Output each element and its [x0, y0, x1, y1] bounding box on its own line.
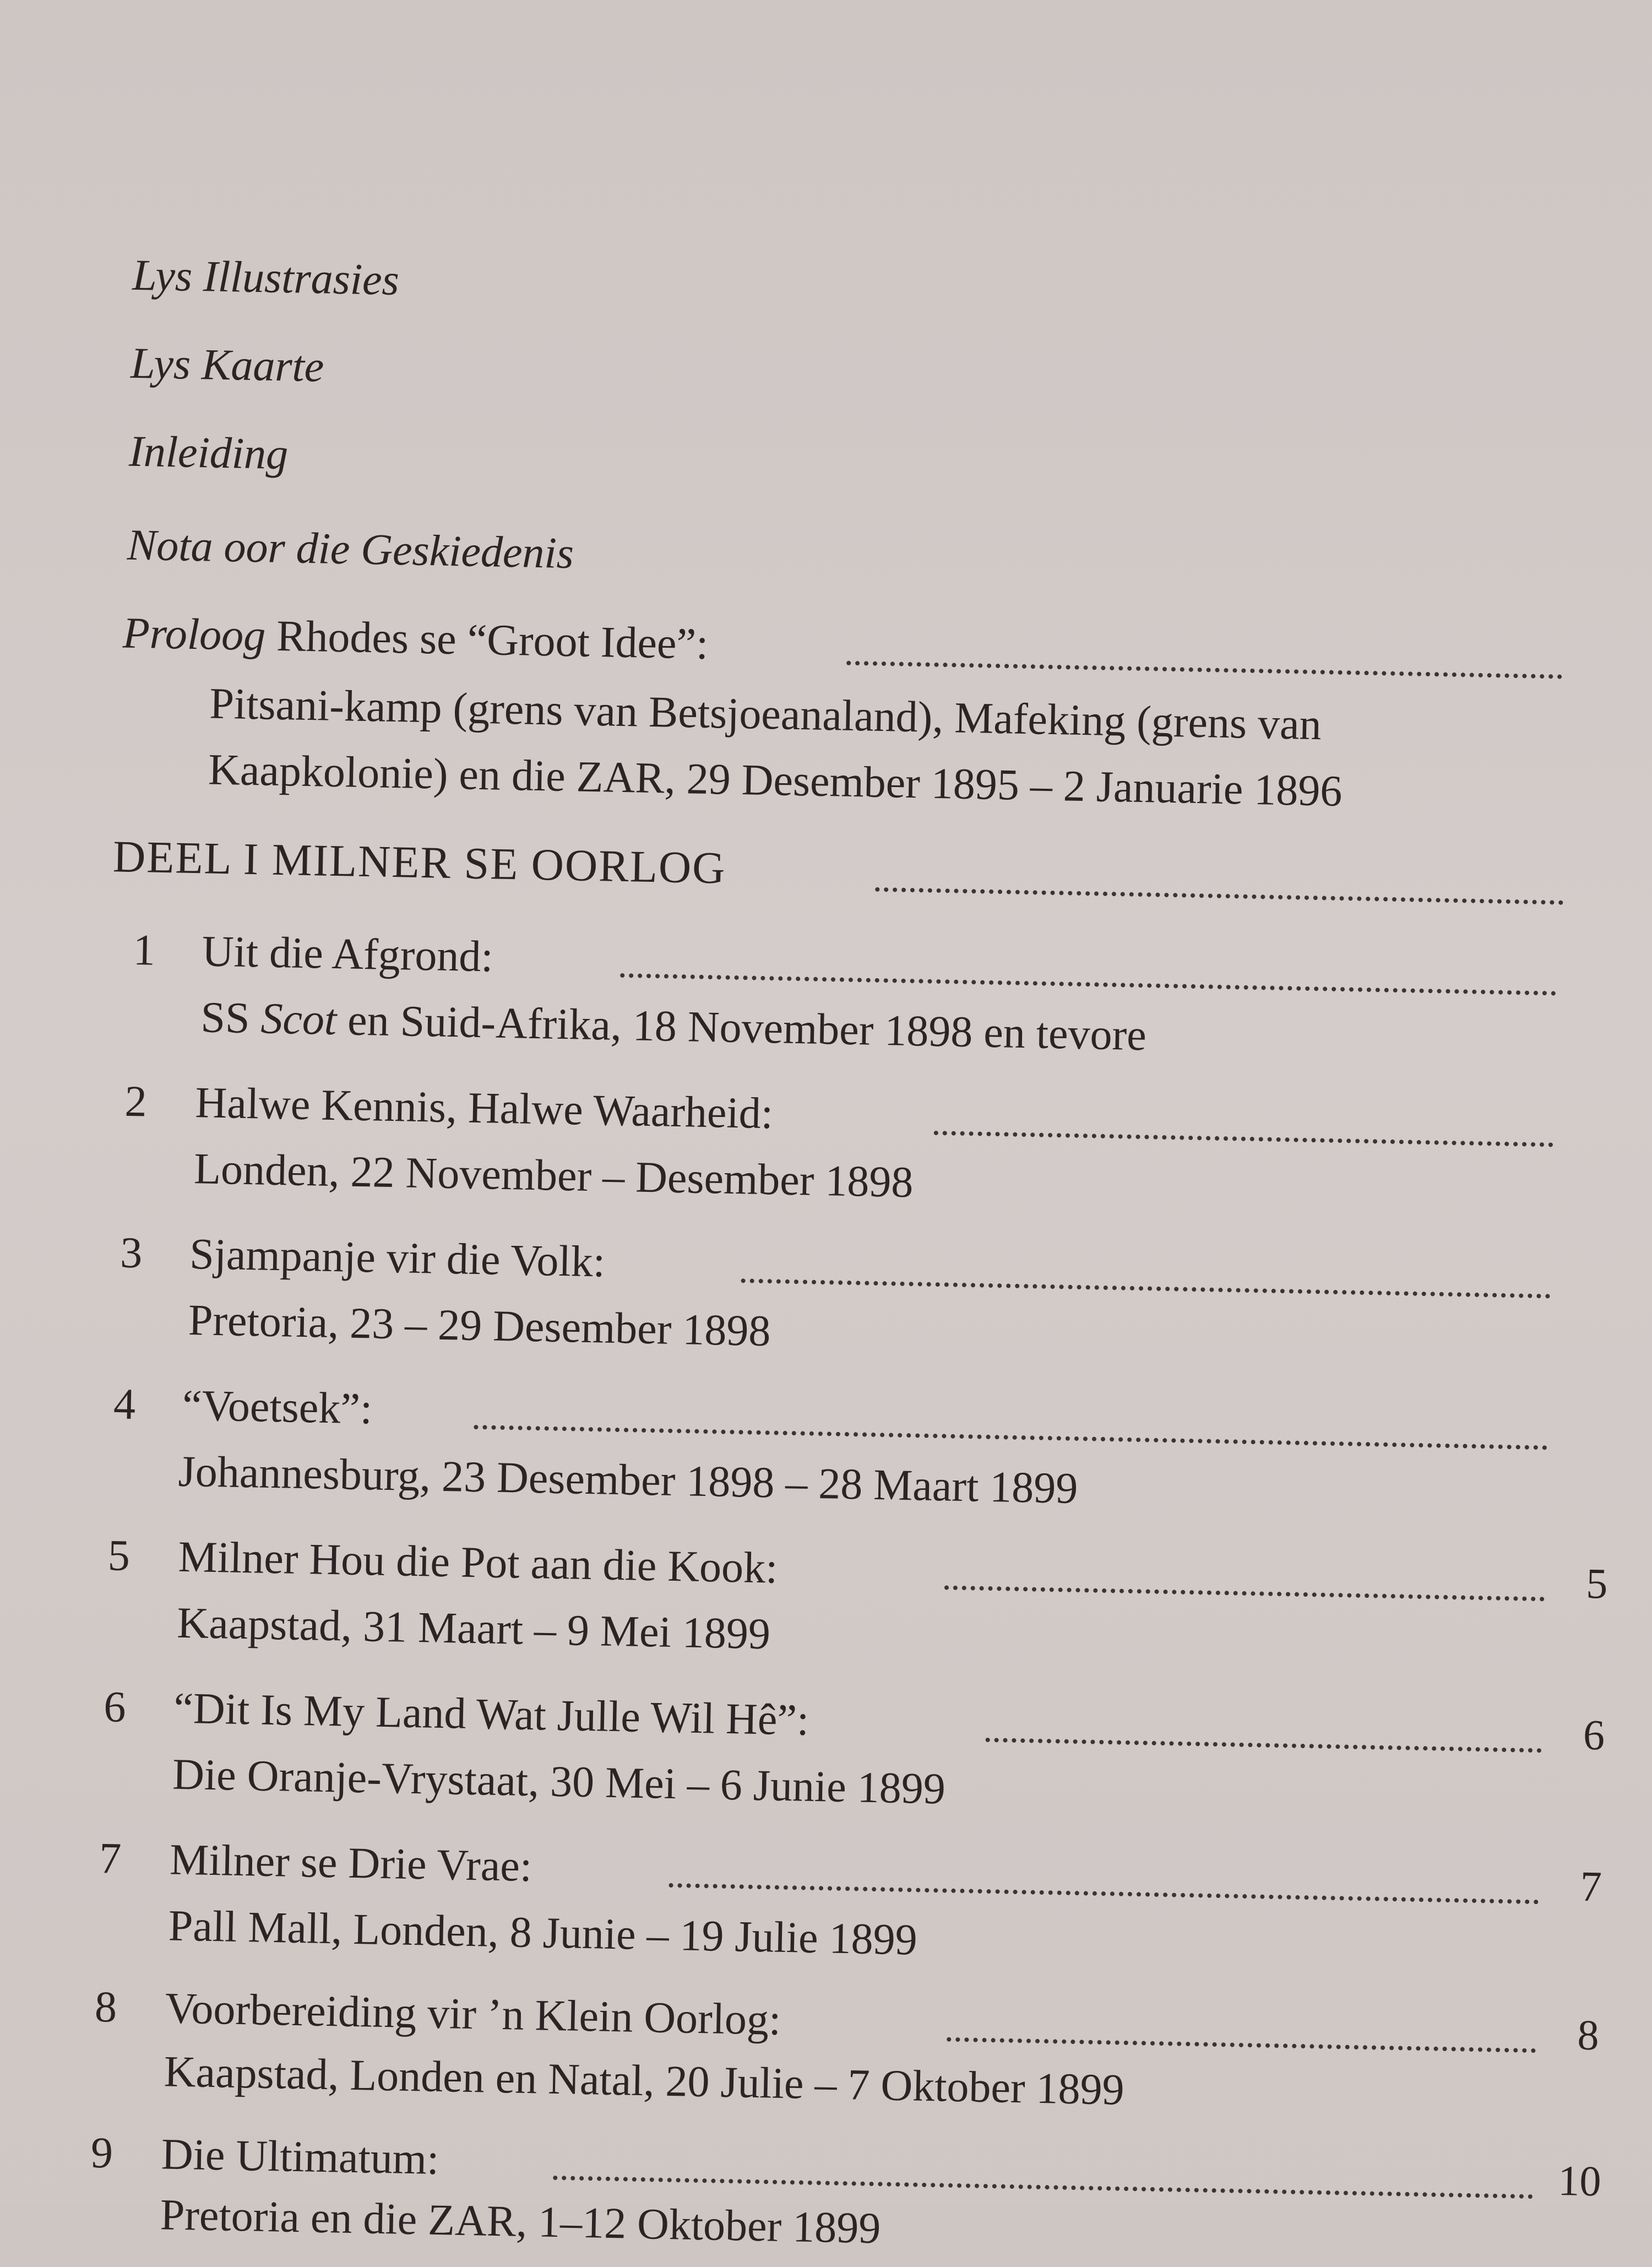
ship-name: Scot — [260, 994, 338, 1045]
chapter-leader-dots — [553, 2176, 1533, 2199]
chapter-title: Halwe Kennis, Halwe Waarheid: — [194, 1078, 774, 1138]
toc-entry-lys-illustrasies: Lys Illustrasies — [132, 251, 400, 305]
chapter-subtitle-part: en Suid-Afrika, 18 November 1898 en tevore — [336, 996, 1147, 1060]
chapter-leader-dots — [474, 1425, 1547, 1450]
chapter-leader-dots — [741, 1278, 1551, 1298]
chapter-number: 8 — [94, 1982, 117, 2032]
toc-entry-lys-kaarte: Lys Kaarte — [130, 339, 325, 392]
chapter-number: 2 — [124, 1077, 148, 1126]
chapter-subtitle: Pretoria en die ZAR, 1–12 Oktober 1899 — [160, 2190, 882, 2253]
chapter-subtitle: Pall Mall, Londen, 8 Junie – 19 Julie 1899 — [168, 1901, 918, 1965]
chapter-subtitle-part: SS — [200, 993, 262, 1043]
chapter-page-number: 5 — [1585, 1559, 1608, 1608]
chapter-page-number: 6 — [1583, 1710, 1605, 1759]
toc-entry-inleiding: Inleiding — [128, 427, 289, 479]
chapter-subtitle: Johannesburg, 23 Desember 1898 – 28 Maart 1899 — [177, 1447, 1079, 1514]
chapter-leader-dots — [669, 1883, 1539, 1904]
chapter-title: Milner Hou die Pot aan die Kook: — [177, 1532, 779, 1593]
chapter-number: 6 — [103, 1683, 127, 1732]
proloog-subtitle-line-1: Pitsani-kamp (grens van Betsjoeanaland), Mafeking (grens van — [209, 679, 1322, 750]
chapter-page-number: 8 — [1577, 2010, 1600, 2059]
chapter-number: 9 — [90, 2128, 113, 2178]
chapter-title: Sjampanje vir die Volk: — [189, 1230, 606, 1287]
proloog-subtitle-line-2: Kaapkolonie) en die ZAR, 29 Desember 1895 – 2 Januarie 1896 — [208, 745, 1343, 816]
chapter-leader-dots — [944, 1585, 1545, 1601]
part-leader-dots — [875, 887, 1563, 905]
chapter-leader-dots — [947, 2037, 1536, 2053]
chapter-title: “Voetsek”: — [182, 1381, 373, 1434]
chapter-title: Die Ultimatum: — [161, 2130, 440, 2184]
chapter-title: Voorbereiding vir ’n Klein Oorlog: — [165, 1984, 782, 2044]
chapter-subtitle: Pretoria, 23 – 29 Desember 1898 — [188, 1296, 771, 1356]
toc-entry-nota-oor-die-geskiedenis: Nota oor die Geskiedenis — [127, 520, 574, 578]
proloog-title: Rhodes se “Groot Idee”: — [276, 611, 709, 669]
chapter-page-number: 7 — [1579, 1862, 1602, 1911]
chapter-number: 1 — [133, 925, 156, 975]
chapter-leader-dots — [934, 1131, 1553, 1147]
chapter-page-number: 10 — [1557, 2156, 1602, 2205]
chapter-subtitle: Die Oranje-Vrystaat, 30 Mei – 6 Junie 1899 — [172, 1750, 946, 1814]
chapter-title: Milner se Drie Vrae: — [169, 1835, 532, 1891]
chapter-number: 3 — [119, 1228, 143, 1278]
chapter-number: 7 — [99, 1834, 122, 1883]
proloog-leader-dots — [846, 661, 1562, 679]
chapter-leader-dots — [986, 1738, 1542, 1753]
chapter-number: 5 — [107, 1531, 131, 1581]
part-heading: DEEL I MILNER SE OORLOG — [112, 831, 727, 893]
chapter-title: “Dit Is My Land Wat Julle Wil Hê”: — [173, 1684, 809, 1745]
toc-entry-proloog — [122, 609, 709, 669]
chapter-subtitle: Kaapstad, Londen en Natal, 20 Julie – 7 Oktober 1899 — [164, 2047, 1125, 2114]
chapter-subtitle: Londen, 22 November – Desember 1898 — [193, 1145, 914, 1207]
chapter-title: Uit die Afgrond: — [202, 927, 494, 981]
chapter-leader-dots — [620, 973, 1556, 996]
proloog-label: Proloog — [122, 609, 267, 660]
chapter-number: 4 — [113, 1380, 136, 1429]
chapter-subtitle — [200, 993, 1147, 1060]
chapter-subtitle: Kaapstad, 31 Maart – 9 Mei 1899 — [176, 1598, 771, 1659]
